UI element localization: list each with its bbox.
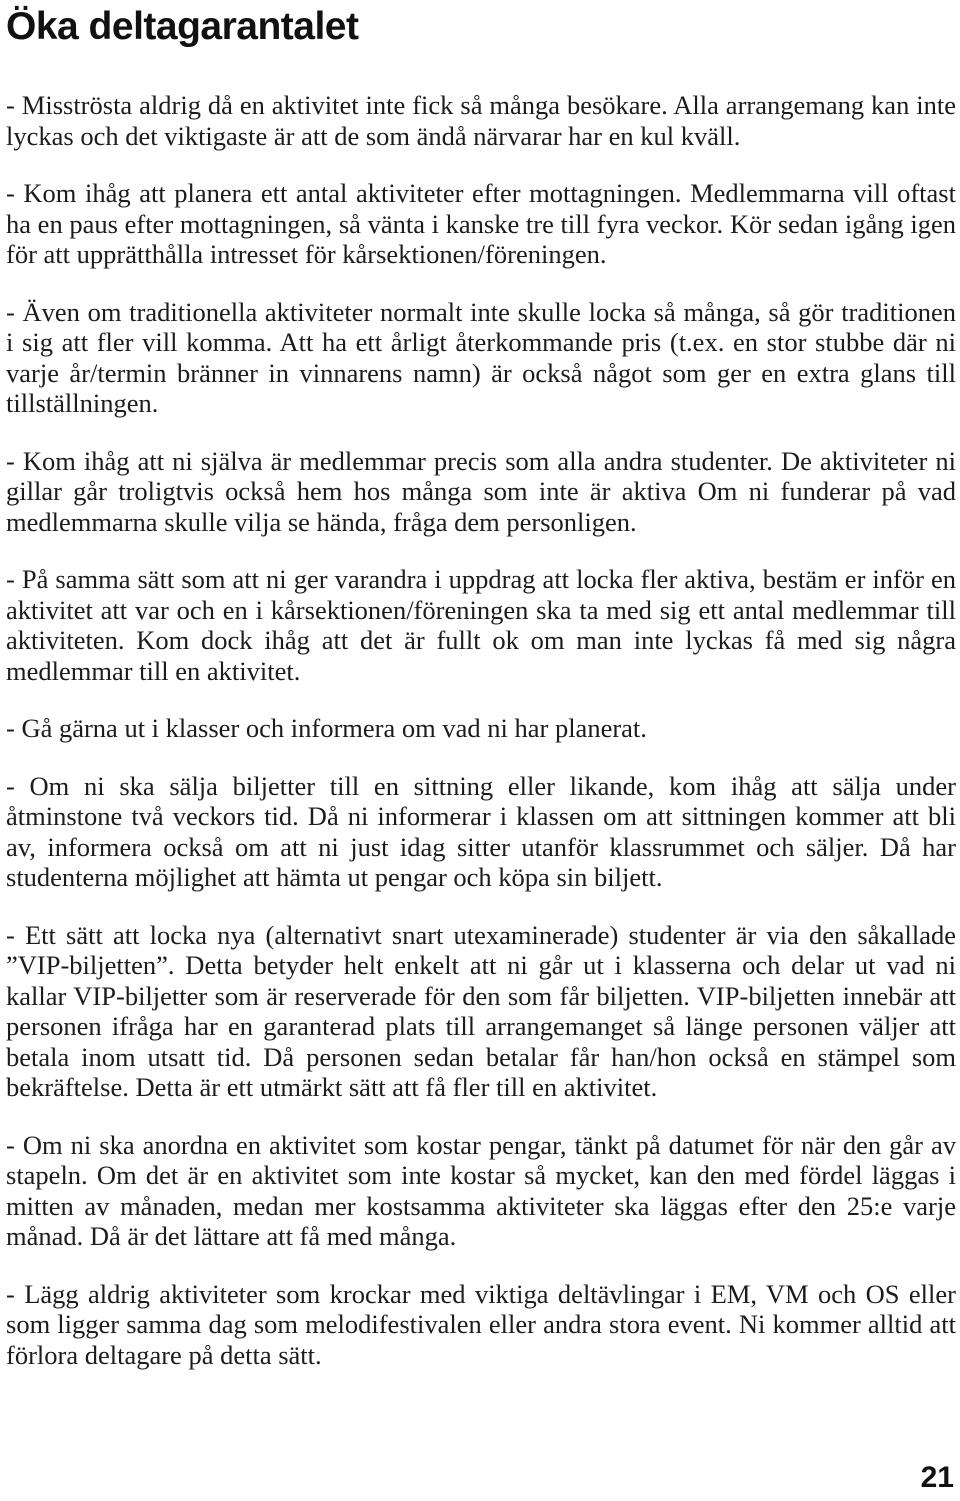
paragraph-3: - Även om traditionella aktiviteter normalt inte skulle locka så många, så gör traditionen i sig att fler vill komma. Att ha ett årligt återkommande pris (t.ex. en stor stubbe där ni varje år/termin bränner in vinnarens namn) är också något som ger en extra glans till tillställningen.: [6, 296, 956, 418]
paragraph-10: - Lägg aldrig aktiviteter som krockar med viktiga deltävlingar i EM, VM och OS eller som ligger samma dag som melodifestivalen eller andra stora event. Ni kommer alltid att förlora deltagare på detta sätt.: [6, 1278, 956, 1370]
paragraph-8: - Ett sätt att locka nya (alternativt snart utexaminerade) studenter är via den såkallade ”VIP-biljetten”. Detta betyder helt enkelt att ni går ut i klasserna och delar ut vad ni kallar VIP-biljetter som är reserverade för den som får biljetten. VIP-biljetten innebär att personen ifråga har en garanterad plats till arrangemanget så länge personen väljer att betala inom utsatt tid. Då personen sedan betalar får han/hon också en stämpel som bekräftelse. Detta är ett utmärkt sätt att få fler till en aktivitet.: [6, 919, 956, 1102]
paragraph-6: - Gå gärna ut i klasser och informera om vad ni har planerat.: [6, 713, 647, 743]
body-text: [6, 90, 956, 1397]
page-title: Öka deltagarantalet: [6, 5, 359, 48]
paragraph-4: - Kom ihåg att ni själva är medlemmar precis som alla andra studenter. De aktiviteter ni gillar går troligtvis också hem hos många som inte är aktiva Om ni funderar på vad medlemmarna skulle vilja se hända, fråga dem personligen.: [6, 445, 956, 537]
paragraph-1: - Misströsta aldrig då en aktivitet inte fick så många besökare. Alla arrangemang kan inte lyckas och det viktigaste är att de som ändå närvarar har en kul kväll.: [6, 90, 956, 151]
paragraph-7: - Om ni ska sälja biljetter till en sittning eller likande, kom ihåg att sälja under åtminstone två veckors tid. Då ni informerar i klassen om att sittningen kommer att bli av, informera också om att ni just idag sitter utanför klassrummet och säljer. Då har studenterna möjlighet att hämta ut pengar och köpa sin biljett.: [6, 770, 956, 892]
paragraph-5: - På samma sätt som att ni ger varandra i uppdrag att locka fler aktiva, bestäm er inför en aktivitet att var och en i kårsektionen/föreningen ska ta med sig ett antal medlemmar till aktiviteten. Kom dock ihåg att det är fullt ok om man inte lyckas få med sig några medlemmar till en aktivitet.: [6, 564, 956, 686]
paragraph-2: - Kom ihåg att planera ett antal aktiviteter efter mottagningen. Medlemmarna vill oftast ha en paus efter mottagningen, så vänta i kanske tre till fyra veckor. Kör sedan igång igen för att upprätthålla intresset för kårsektionen/föreningen.: [6, 178, 956, 269]
page-number: 21: [920, 1461, 954, 1494]
paragraph-9: - Om ni ska anordna en aktivitet som kostar pengar, tänkt på datumet för när den går av stapeln. Om det är en aktivitet som inte kostar så mycket, kan den med fördel läggas i mitten av månaden, medan mer kostsamma aktiviteter ska läggas efter den 25:e varje månad. Då är det lättare att få med många.: [6, 1129, 956, 1251]
